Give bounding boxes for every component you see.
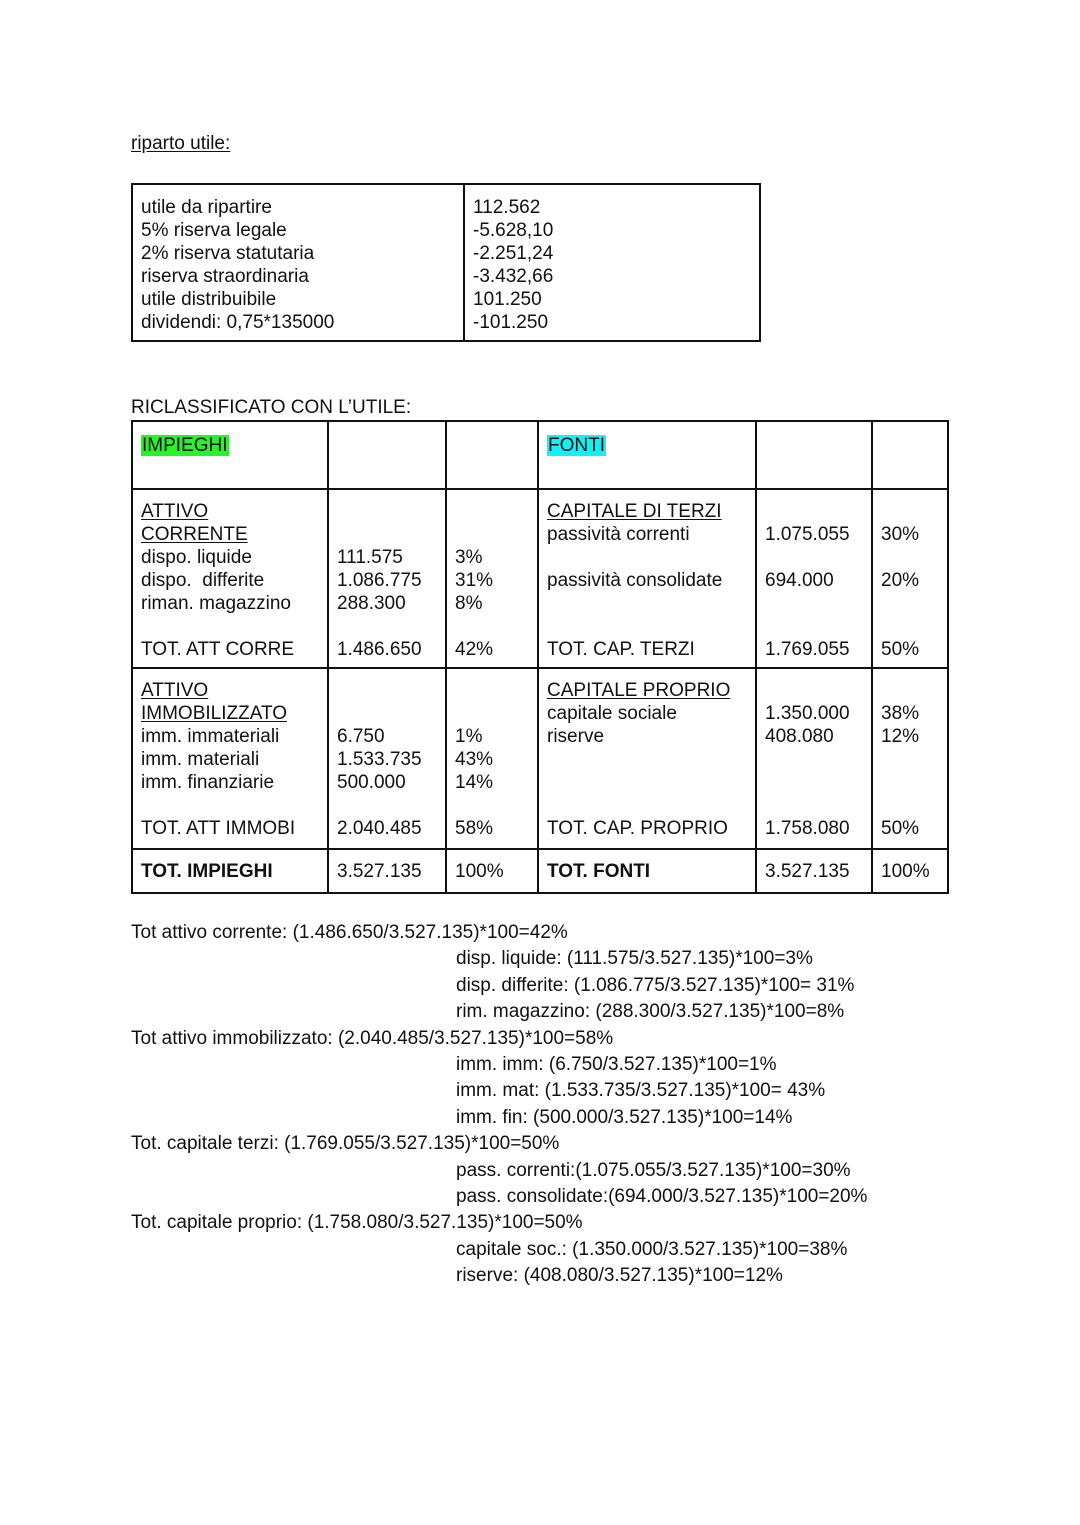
section-row-corrente [132, 489, 948, 668]
item-value: 1.533.735 [337, 749, 422, 770]
riparto-value: 112.562 [473, 197, 541, 218]
calc-line: capitale soc.: (1.350.000/3.527.135)*100=38% [456, 1238, 848, 1260]
empty-cell [756, 421, 872, 489]
total-value: 1.758.080 [765, 818, 850, 839]
attivo-corrente-heading: ATTIVO [141, 501, 209, 522]
attivo-corrente-values [328, 489, 446, 668]
item-pct: 43% [455, 749, 494, 770]
tot-fonti-pct: 100% [872, 849, 948, 893]
item-label: riman. magazzino [141, 593, 291, 614]
capitale-terzi-labels [538, 489, 756, 668]
attivo-immobilizzato-pcts [446, 668, 538, 849]
fonti-header: FONTI [548, 435, 605, 456]
capitale-proprio-heading: CAPITALE PROPRIO [547, 680, 731, 701]
calc-line: pass. correnti:(1.075.055/3.527.135)*100=30% [456, 1159, 851, 1181]
riparto-value: -3.432,66 [473, 266, 554, 287]
riparto-value: -5.628,10 [473, 220, 554, 241]
riparto-value: -101.250 [473, 312, 549, 333]
item-pct: 20% [881, 570, 920, 591]
total-pct: 50% [881, 639, 920, 660]
tot-impieghi-value: 3.527.135 [328, 849, 446, 893]
capitale-proprio-values [756, 668, 872, 849]
balance-sheet-table [131, 420, 949, 894]
riparto-value: 101.250 [473, 289, 542, 310]
total-pct: 58% [455, 818, 494, 839]
attivo-corrente-heading: CORRENTE [141, 524, 248, 545]
header-row [132, 421, 948, 489]
impieghi-header-cell [132, 421, 328, 489]
item-pct: 1% [455, 726, 483, 747]
calc-line: disp. liquide: (111.575/3.527.135)*100=3% [456, 948, 813, 970]
riparto-label: utile da ripartire [141, 197, 272, 218]
attivo-immobilizzato-heading: ATTIVO [141, 680, 209, 701]
calc-line: riserve: (408.080/3.527.135)*100=12% [456, 1265, 783, 1287]
attivo-corrente-pcts [446, 489, 538, 668]
item-pct: 31% [455, 570, 494, 591]
calc-line: Tot attivo immobilizzato: (2.040.485/3.527.135)*100=58% [131, 1027, 614, 1049]
item-value: 500.000 [337, 772, 406, 793]
total-label: TOT. CAP. TERZI [547, 639, 695, 660]
capitale-proprio-labels [538, 668, 756, 849]
tot-impieghi-pct: 100% [446, 849, 538, 893]
item-label: riserve [547, 726, 605, 747]
riparto-values-column [465, 185, 759, 340]
total-value: 1.486.650 [337, 639, 422, 660]
empty-cell [328, 421, 446, 489]
item-label: passività correnti [547, 524, 690, 545]
riparto-utile-table [131, 183, 761, 342]
tot-fonti-value: 3.527.135 [756, 849, 872, 893]
calc-line: Tot. capitale proprio: (1.758.080/3.527.135)*100=50% [131, 1212, 583, 1234]
riclassificato-heading: RICLASSIFICATO CON L’UTILE: [131, 397, 412, 418]
item-label: imm. materiali [141, 749, 260, 770]
riparto-label: 2% riserva statutaria [141, 243, 315, 264]
total-label: TOT. ATT CORRE [141, 639, 295, 660]
item-value: 6.750 [337, 726, 385, 747]
item-pct: 12% [881, 726, 920, 747]
attivo-immobilizzato-values [328, 668, 446, 849]
section-row-immobilizzato [132, 668, 948, 849]
item-label: capitale sociale [547, 703, 677, 724]
tot-impieghi-label: TOT. IMPIEGHI [132, 849, 328, 893]
capitale-terzi-heading: CAPITALE DI TERZI [547, 501, 722, 522]
item-pct: 30% [881, 524, 920, 545]
capitale-proprio-pcts [872, 668, 948, 849]
fonti-header-cell [538, 421, 756, 489]
item-value: 408.080 [765, 726, 834, 747]
calc-line: Tot attivo corrente: (1.486.650/3.527.135)*100=42% [131, 922, 568, 943]
percentage-calculations [131, 920, 1031, 1289]
total-value: 2.040.485 [337, 818, 422, 839]
calc-line: Tot. capitale terzi: (1.769.055/3.527.135)*100=50% [131, 1133, 560, 1155]
riparto-label: dividendi: 0,75*135000 [141, 312, 335, 333]
attivo-immobilizzato-heading: IMMOBILIZZATO [141, 703, 288, 724]
item-value: 694.000 [765, 570, 834, 591]
total-label: TOT. ATT IMMOBI [141, 818, 296, 839]
riparto-label: 5% riserva legale [141, 220, 287, 241]
totals-row [132, 849, 948, 893]
riparto-labels-column [133, 185, 465, 340]
impieghi-header: IMPIEGHI [142, 435, 228, 456]
riparto-label: utile distribuibile [141, 289, 277, 310]
calc-line: imm. mat: (1.533.735/3.527.135)*100= 43% [456, 1080, 826, 1102]
riparto-utile-heading: riparto utile: [131, 133, 231, 154]
item-pct: 14% [455, 772, 494, 793]
riparto-value: -2.251,24 [473, 243, 554, 264]
riparto-label: riserva straordinaria [141, 266, 309, 287]
item-value: 1.075.055 [765, 524, 850, 545]
item-value: 288.300 [337, 593, 406, 614]
empty-cell [872, 421, 948, 489]
capitale-terzi-values [756, 489, 872, 668]
item-pct: 8% [455, 593, 483, 614]
item-label: dispo. liquide [141, 547, 252, 568]
calc-line: imm. fin: (500.000/3.527.135)*100=14% [456, 1106, 793, 1128]
total-label: TOT. CAP. PROPRIO [547, 818, 728, 839]
calc-line: disp. differite: (1.086.775/3.527.135)*100= 31% [456, 974, 855, 996]
attivo-corrente-labels [132, 489, 328, 668]
item-label: imm. finanziarie [141, 772, 275, 793]
item-value: 1.350.000 [765, 703, 850, 724]
empty-cell [446, 421, 538, 489]
item-value: 111.575 [337, 547, 403, 568]
total-pct: 42% [455, 639, 494, 660]
calc-line: imm. imm: (6.750/3.527.135)*100=1% [456, 1053, 777, 1075]
item-label: passività consolidate [547, 570, 723, 591]
calc-line: pass. consolidate:(694.000/3.527.135)*100=20% [456, 1185, 868, 1207]
total-pct: 50% [881, 818, 920, 839]
item-pct: 38% [881, 703, 920, 724]
attivo-immobilizzato-labels [132, 668, 328, 849]
item-value: 1.086.775 [337, 570, 422, 591]
item-label: imm. immateriali [141, 726, 280, 747]
tot-fonti-label: TOT. FONTI [538, 849, 756, 893]
calc-line: rim. magazzino: (288.300/3.527.135)*100=8% [456, 1001, 845, 1023]
capitale-terzi-pcts [872, 489, 948, 668]
item-label: dispo. differite [141, 570, 265, 591]
item-pct: 3% [455, 547, 483, 568]
total-value: 1.769.055 [765, 639, 850, 660]
